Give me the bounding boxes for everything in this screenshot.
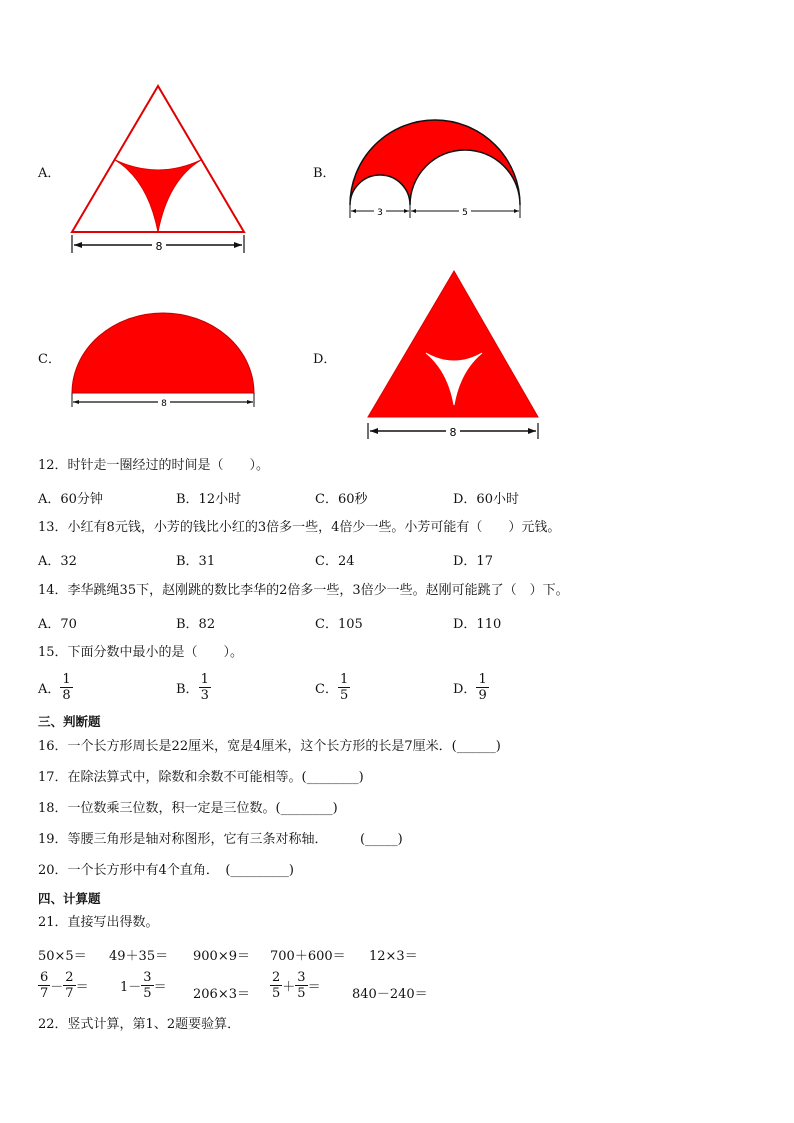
figure-c-shaded-region [72,313,254,393]
question-18: 18．一位数乘三位数，积一定是三位数。(________) [38,801,338,816]
q14-option-d[interactable]: D．110 [453,617,502,632]
q12-option-d[interactable]: D．60小时 [453,492,519,507]
figure-a-shaded-region [115,160,201,232]
figure-d-dimension: 8 [449,426,457,439]
q14-option-c[interactable]: C．105 [315,617,363,632]
q14-option-b[interactable]: B．82 [176,617,216,632]
question-20: 20．一个长方形中有4个直角． (_________) [38,863,294,878]
question-22: 22．竖式计算，第1、2题要验算． [38,1017,241,1032]
section-4-heading: 四、计算题 [38,891,101,906]
q14-option-a[interactable]: A．70 [38,617,77,632]
q15-option-d-fraction: $\frac{1}{9}$ [478,672,487,703]
q15-option-d[interactable] [453,672,489,703]
figure-d [360,265,550,445]
figure-a-label: A． [38,166,61,181]
q15-option-c-fraction: $\frac{1}{5}$ [339,672,349,703]
q15-option-a-label: A． [38,682,61,697]
q12-option-b[interactable]: B．12小时 [176,492,242,507]
q21-expr-3: 900×9＝ [193,949,250,964]
q21-expr-4: 700＋600＝ [270,949,346,964]
figure-d-label: D． [313,352,337,367]
question-16: 16．一个长方形周长是22厘米，宽是4厘米，这个长方形的长是7厘米．(______) [38,739,501,754]
q15-option-b[interactable] [176,672,211,703]
q15-option-c-label: C． [315,682,338,697]
q15-option-a[interactable] [38,672,73,703]
q21-expr-1: 50×5＝ [38,949,87,964]
q13-option-b[interactable]: B．31 [176,554,216,569]
figure-c-label: C． [38,352,61,367]
figure-b-dimension-small: 3 [377,208,383,218]
q13-option-c[interactable]: C．24 [315,554,355,569]
question-17: 17．在除法算式中，除数和余数不可能相等。(________) [38,770,364,785]
q12-option-c[interactable]: C．60秒 [315,492,368,507]
question-13: 13．小红有8元钱，小芳的钱比小红的3倍多一些，4倍少一些。小芳可能有（ ）元钱。 [38,520,561,535]
figure-b [340,110,530,225]
figure-b-dimension-large: 5 [462,208,468,218]
q15-option-d-label: D． [453,682,477,697]
question-21: 21．直接写出得数。 [38,915,159,930]
q21-expr-7: 1－ $\frac{3}{5}$ ＝ [120,970,167,1001]
q12-option-a[interactable]: A．60分钟 [38,492,103,507]
figure-c [66,305,262,415]
question-15: 15．下面分数中最小的是（ ）。 [38,645,244,660]
figure-b-shaded-region [350,120,520,205]
question-14: 14．李华跳绳35下，赵刚跳的数比李华的2倍多一些，3倍少一些。赵刚可能跳了（ ）下。 [38,583,569,598]
figure-c-dimension: 8 [161,399,167,409]
q21-expr-6: $\frac{6}{7}$ － $\frac{2}{7}$ ＝ [40,970,89,1001]
q15-option-c[interactable] [315,672,350,703]
q21-expr-8: 206×3＝ [193,987,250,1002]
q21-expr-5: 12×3＝ [369,949,418,964]
q21-expr-10: 840－240＝ [352,987,428,1002]
q13-option-a[interactable]: A．32 [38,554,77,569]
figure-b-label: B． [313,166,336,181]
q21-expr-2: 49＋35＝ [109,949,169,964]
q13-option-d[interactable]: D．17 [453,554,493,569]
figure-a [60,80,260,260]
figure-a-dimension: 8 [155,240,163,253]
section-3-heading: 三、判断题 [38,714,101,729]
q15-option-a-fraction: $\frac{1}{8}$ [62,672,71,703]
question-19: 19．等腰三角形是轴对称图形，它有三条对称轴． (_____) [38,832,403,847]
q21-expr-9: $\frac{2}{5}$ ＋ $\frac{3}{5}$ ＝ [272,970,321,1001]
question-12: 12．时针走一圈经过的时间是（ ）。 [38,458,270,473]
q15-option-b-label: B． [176,682,199,697]
q15-option-b-fraction: $\frac{1}{3}$ [200,672,209,703]
